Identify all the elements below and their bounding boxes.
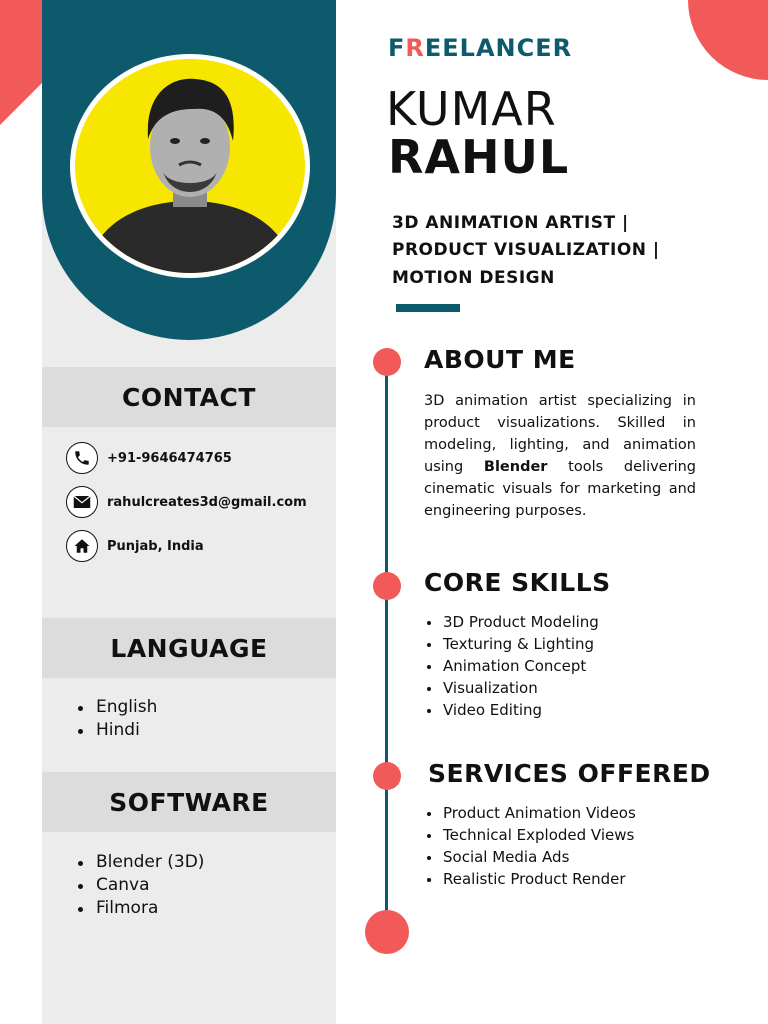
first-name: KUMAR [386, 82, 557, 136]
list-item: Hindi [78, 719, 157, 742]
phone-number[interactable]: +91-9646474765 [107, 450, 232, 466]
contact-location-row [66, 530, 204, 562]
contact-phone-row [66, 442, 232, 474]
role-underline [396, 304, 460, 312]
list-item: 3D Product Modeling [425, 611, 599, 633]
timeline-end-dot [365, 910, 409, 954]
about-section-title: ABOUT ME [424, 345, 576, 374]
contact-email-row [66, 486, 307, 518]
profile-photo [75, 59, 305, 273]
list-item: English [78, 696, 157, 719]
services-list [425, 802, 636, 890]
timeline-line [385, 362, 388, 932]
language-list [78, 696, 157, 742]
about-text-part: tools delivering cinematic visuals for marketing and engineering purposes. [424, 459, 696, 519]
software-list [78, 851, 204, 920]
list-item: Animation Concept [425, 655, 599, 677]
about-text [424, 390, 696, 522]
list-item: Filmora [78, 897, 204, 920]
software-section-title: SOFTWARE [42, 772, 336, 832]
list-item: Product Animation Videos [425, 802, 636, 824]
tagline-accent: R [405, 34, 425, 62]
list-item: Video Editing [425, 699, 599, 721]
phone-icon [66, 442, 98, 474]
about-text-part: 3D animation artist specializing in product visualizations. Skilled in modeling, lighting, and animation using [424, 393, 696, 475]
list-item: Technical Exploded Views [425, 824, 636, 846]
role-line: MOTION DESIGN [392, 268, 555, 288]
role-line: 3D ANIMATION ARTIST | [392, 213, 629, 233]
list-item: Social Media Ads [425, 846, 636, 868]
last-name: RAHUL [388, 130, 570, 184]
services-section-title: SERVICES OFFERED [428, 759, 711, 788]
skills-list [425, 611, 599, 721]
freelancer-tagline [388, 34, 572, 62]
role-line: PRODUCT VISUALIZATION | [392, 240, 660, 260]
email-address[interactable]: rahulcreates3d@gmail.com [107, 494, 307, 510]
list-item: Canva [78, 874, 204, 897]
timeline-dot [373, 348, 401, 376]
skills-section-title: CORE SKILLS [424, 568, 611, 597]
about-text-bold: Blender [483, 459, 548, 475]
location-text: Punjab, India [107, 538, 204, 554]
portrait-illustration [75, 59, 305, 273]
list-item: Realistic Product Render [425, 868, 636, 890]
home-icon [66, 530, 98, 562]
mail-icon [66, 486, 98, 518]
list-item: Visualization [425, 677, 599, 699]
list-item: Blender (3D) [78, 851, 204, 874]
tagline-rest: EELANCER [424, 34, 573, 62]
timeline-dot [373, 762, 401, 790]
language-section-title: LANGUAGE [42, 618, 336, 678]
tagline-first: F [388, 34, 406, 62]
timeline-dot [373, 572, 401, 600]
contact-section-title: CONTACT [42, 367, 336, 427]
corner-circle-decoration [688, 0, 768, 80]
list-item: Texturing & Lighting [425, 633, 599, 655]
